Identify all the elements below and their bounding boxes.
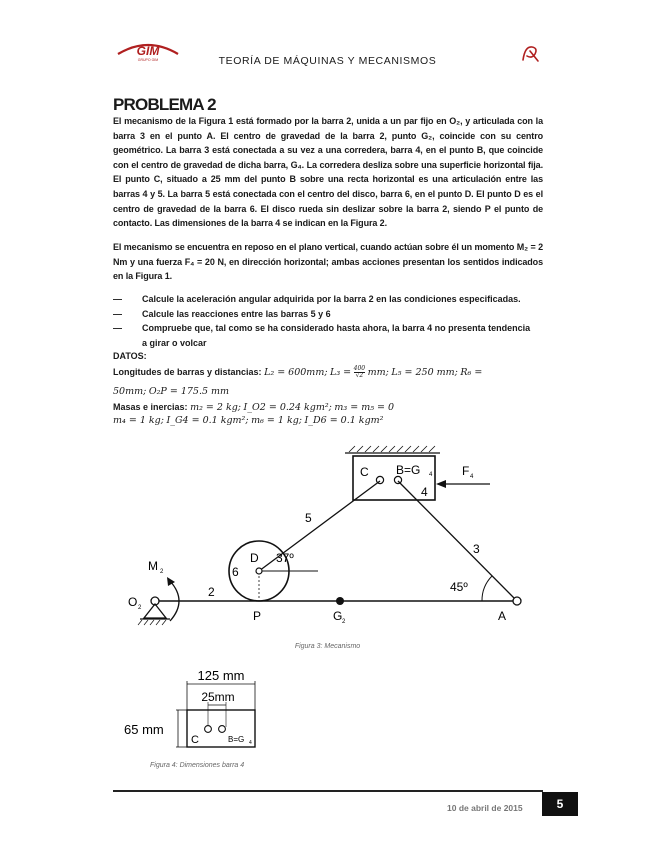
inertia-IG4: I_G4 = 0.1 kgm²;	[166, 415, 249, 426]
label-45-degrees: 45º	[450, 580, 468, 594]
datos-heading: DATOS:	[113, 351, 147, 361]
fig4-label-B-sub: 4	[249, 740, 252, 746]
dim-25: 25mm	[201, 690, 235, 704]
label-6: 6	[232, 565, 239, 579]
header-title: TEORÍA DE MÁQUINAS Y MECANISMOS	[218, 55, 437, 67]
length-L3-numerator: 400	[353, 365, 366, 373]
label-D: D	[250, 551, 259, 565]
label-M: M	[148, 559, 158, 573]
problem-title: PROBLEMA 2	[113, 95, 216, 114]
radius-R6-value: 50mm;	[113, 386, 147, 397]
label-B-sub: 4	[429, 472, 433, 478]
figure-3-caption: Figura 3: Mecanismo	[294, 643, 361, 650]
label-C: C	[360, 465, 369, 479]
footer-date: 10 de abril de 2015	[447, 803, 523, 813]
logo-text: GIM	[136, 44, 160, 58]
label-M-sub: 2	[160, 569, 164, 575]
label-G-sub: 2	[342, 619, 346, 625]
problem-paragraph-2: El mecanismo se encuentra en reposo en el plano vertical, cuando actúan sobre él un momento M₂ = 2 Nm y una fuerza F₄ = 20 N, en dirección horizontal; ambas acciones presentan los sentidos indicados en la Figura 1.	[113, 242, 543, 282]
force-arrow-icon	[436, 480, 446, 488]
label-3: 3	[473, 542, 480, 556]
figure-4-dimensions	[124, 668, 255, 747]
mass-m3-m5: m₃ = m₅ = 0	[334, 402, 395, 413]
dim-65: 65 mm	[124, 722, 164, 737]
label-P: P	[253, 609, 262, 623]
inertia-IO2: I_O2 = 0.24 kgm²;	[243, 402, 332, 413]
lengths-label: Longitudes de barras y distancias:	[113, 367, 262, 377]
task-text: Calcule las reacciones entre las barras 5 y 6	[142, 309, 331, 319]
figure-4-caption: Figura 4: Dimensiones barra 4	[150, 762, 245, 769]
fig4-label-C: C	[191, 734, 199, 746]
mass-m4: m₄ = 1 kg;	[113, 415, 164, 426]
task-dash: —	[113, 309, 122, 319]
inertia-ID6: I_D6 = 0.1 kgm²	[304, 415, 384, 426]
masses-label: Masas e inercias:	[113, 402, 188, 412]
mass-m2: m₂ = 2 kg;	[190, 402, 241, 413]
length-L3-denominator: √2	[355, 372, 364, 380]
length-L5: L₅ = 250 mm;	[391, 367, 458, 378]
dim-125: 125 mm	[197, 668, 245, 683]
task-text: Compruebe que, tal como se ha considerado hasta ahora, la barra 4 no presenta tendencia a girar o volcar	[142, 323, 531, 348]
task-dash: —	[113, 323, 122, 333]
figure-3-mechanism	[128, 446, 521, 625]
center-of-gravity-icon	[336, 597, 344, 605]
fig4-label-B: B=G	[228, 735, 245, 744]
label-G: G	[333, 609, 343, 623]
label-5: 5	[305, 511, 312, 525]
length-L2: L₂ = 600mm;	[264, 367, 328, 378]
distance-O2P: O₂P = 175.5 mm	[148, 386, 230, 397]
logo-sub: GRUPO GIM	[137, 58, 159, 62]
footer-rule	[113, 790, 543, 792]
moment-arrow-icon	[167, 577, 175, 586]
radius-R6: R₆ =	[460, 367, 483, 378]
fixed-pivot-icon	[144, 604, 166, 618]
problem-paragraph-1: El mecanismo de la Figura 1 está formado por la barra 2, unida a un par fijo en O₂, y articulada con la barra 3 en el punto A. El centro de gravedad de la barra 2, punto G₂, coincide con su centro geométrico. La barra 3 está conectada a su vez a una corredera, barra 4, en el punto B, que coincide con el centro de gravedad de dicha barra, G₄. La corredera desliza sobre una superficie horizontal fija. El punto C, situado a 25 mm del punto B sobre una recta horizontal es una articulación entre las barras 4 y 5. La barra 5 está conectada con el centro del disco, barra 6, en el punto D. El punto D es el centro de gravedad de la barra 6. El disco rueda sin deslizar sobre la barra 2, siendo P el punto de contacto. Las dimensiones de la barra 4 se indican en la Figura 2.	[113, 116, 543, 229]
task-text: Calcule la aceleración angular adquirida por la barra 2 en las condiciones especificadas.	[142, 294, 521, 304]
label-37-degrees: 37º	[276, 551, 294, 565]
task-dash: —	[113, 294, 122, 304]
label-B: B=G	[396, 463, 421, 477]
label-F: F	[462, 464, 470, 478]
label-O: O	[128, 595, 138, 609]
mass-m6: m₆ = 1 kg;	[251, 415, 302, 426]
length-L3-prefix: L₃ =	[330, 367, 352, 378]
label-2: 2	[208, 585, 215, 599]
label-4: 4	[421, 485, 428, 499]
page-number: 5	[556, 797, 564, 811]
label-O-sub: 2	[138, 605, 142, 611]
label-F-sub: 4	[470, 474, 474, 480]
length-L3-unit: mm;	[367, 367, 389, 378]
label-A: A	[498, 609, 507, 623]
